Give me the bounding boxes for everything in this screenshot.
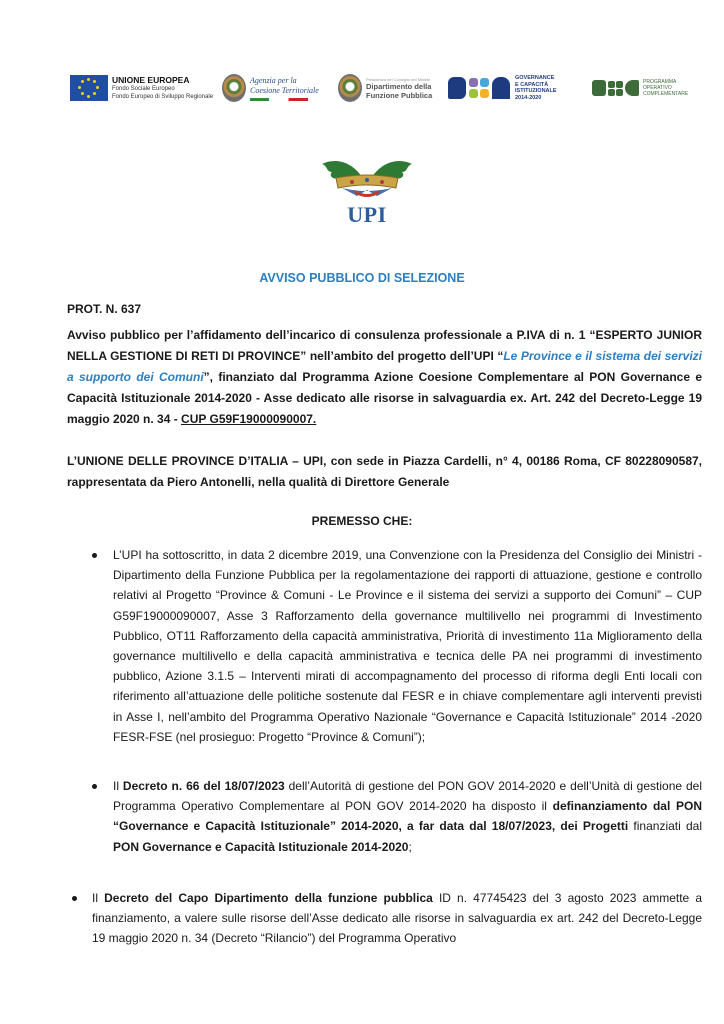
- poc-text-line: PROGRAMMA: [643, 79, 677, 85]
- eu-title: UNIONE EUROPEA: [112, 75, 190, 85]
- list-item: [92, 888, 702, 949]
- bullet-bold-text: PON Governance e Capacità Istituzionale 2014-2020: [113, 839, 409, 854]
- subject-part2: ”, finanziato dal Programma Azione Coesione Complementare al PON Governance e Capacità Istituzionale 2014-2020 - Asse dedicato alle risorse in salvaguardia ex. Art. 242 del Decreto-Legge 19 maggio 2020 n. 34 -: [67, 370, 703, 426]
- bullet-text: Il: [92, 891, 105, 905]
- funzione-pubblica-logo: [338, 68, 432, 108]
- cup-code: CUP G59F19000090007.: [181, 412, 317, 426]
- party-paragraph: L’UNIONE DELLE PROVINCE D’ITALIA – UPI, con sede in Piazza Cardelli, n° 4, 00186 Roma, CF 80228090587, rappresentata da Piero Antonelli, nella qualità di Direttore Generale: [67, 454, 702, 489]
- eu-logo: [70, 68, 213, 108]
- eu-line1: Fondo Sociale Europeo: [112, 86, 175, 92]
- pon-text-line: GOVERNANCE: [515, 75, 555, 81]
- upi-wordmark: UPI: [347, 202, 387, 227]
- upi-logo: [312, 150, 422, 230]
- dfp-line1: Dipartimento della: [366, 81, 432, 91]
- decree-reference: Decreto del Capo Dipartimento della funzione pubblica: [104, 891, 433, 905]
- pon-text-line: ISTITUZIONALE: [515, 88, 557, 94]
- bullet-icon: [72, 896, 77, 901]
- bullet-text: ID n. 47745423 del 3 agosto 2023 ammette a finanziamento, a valere sulle risorse dell’Asse dedicato alle risorse in salvaguardia ex art. 242 del Decreto-Legge 19 maggio 2020 n. 34 (Decreto “Rilancio”) del Programma Operativo: [92, 891, 702, 946]
- list-item: [113, 545, 702, 747]
- poc-text-line: COMPLEMENTARE: [643, 91, 689, 97]
- pon-mark-icon: [448, 77, 510, 99]
- upi-crown-icon: [312, 150, 422, 205]
- bullet-text: L’UPI ha sottoscritto, in data 2 dicembre 2019, una Convenzione con la Presidenza del Consiglio dei Ministri - Dipartimento della Funzione Pubblica per la regolamentazione dei rapporti di attuazione, gestione e controllo relativi al Progetto “Province & Comuni - Le Province e il sistema dei servizi a supporto dei Comuni” – CUP G59F19000090007, Asse 3 Rafforzamento della governance multilivello nei programmi di Investimento Pubblico, OT11 Rafforzamento della capacità amministrativa, Priorità di investimento 11a Miglioramento della governance multilivello e della capacità amministrativa e tecnica delle PA nei programmi di investimento pubblico, Azione 3.1.5 – Interventi mirati di accompagnamento del processo di riforma degli Enti locali con riferimento all’attuazione delle politiche sostenute dal FESR e in chiave complementare agli interventi previsti in Asse I, nell’ambito del Programma Operativo Nazionale “Governance e Capacità Istituzionale” 2014 -2020 FESR-FSE (nel prosieguo: Progetto “Province & Comuni”);: [113, 548, 702, 744]
- agenzia-coesione-logo: [222, 68, 319, 108]
- header-logo-strip: [70, 68, 700, 112]
- bullet-text: finanziati dal: [628, 819, 702, 834]
- tricolor-bar: [250, 98, 308, 101]
- protocol-number: PROT. N. 637: [67, 302, 142, 316]
- subject-part1: Avviso pubblico per l’affidamento dell’incarico di consulenza professionale a P.IVA di n. 1 “ESPERTO JUNIOR NELLA GESTIONE DI RETI DI PROVINCE” nell’ambito del progetto dell’UPI “: [67, 328, 702, 363]
- project-name-link: Le Province e il sistema dei servizi a supporto dei Comuni: [67, 349, 702, 384]
- eu-flag-icon: [70, 75, 108, 101]
- bullet-text: ;: [408, 839, 412, 854]
- list-item: [113, 776, 702, 857]
- bullet-icon: [92, 784, 97, 789]
- subject-paragraph: [67, 325, 702, 430]
- bullet-icon: [92, 553, 97, 558]
- italian-emblem-icon: [338, 74, 362, 102]
- bullet-text: Il: [113, 779, 123, 793]
- poc-text-line: OPERATIVO: [643, 85, 672, 91]
- italian-emblem-icon: [222, 74, 246, 102]
- decree-reference: Decreto n. 66 del 18/07/2023: [122, 779, 285, 793]
- agenzia-line2: Coesione Territoriale: [250, 85, 319, 95]
- pon-text-line: E CAPACITÀ: [515, 81, 549, 88]
- pon-text-line: 2014-2020: [515, 94, 542, 101]
- bullet-text: dell’Autorità di gestione del PON GOV 2014-2020 e dell’Unità di gestione del Programma Operativo Complementare al PON GOV 2014-2020 ha disposto il: [113, 779, 702, 814]
- dfp-small: Presidenza del Consiglio dei Ministri: [366, 76, 431, 82]
- poc-logo: [592, 68, 688, 108]
- agenzia-line1: Agenzia per la: [250, 75, 297, 85]
- premesso-heading: PREMESSO CHE:: [311, 514, 413, 528]
- document-title: AVVISO PUBBLICO DI SELEZIONE: [259, 271, 465, 285]
- pon-logo: [448, 68, 557, 108]
- eu-line2: Fondo Europeo di Sviluppo Regionale: [112, 94, 214, 100]
- dfp-line2: Funzione Pubblica: [366, 90, 433, 100]
- bullet-bold-text: definanziamento dal PON “Governance e Capacità Istituzionale” 2014-2020, a far data dal 18/07/2023, dei Progetti: [113, 799, 702, 834]
- poc-mark-icon: [592, 80, 639, 96]
